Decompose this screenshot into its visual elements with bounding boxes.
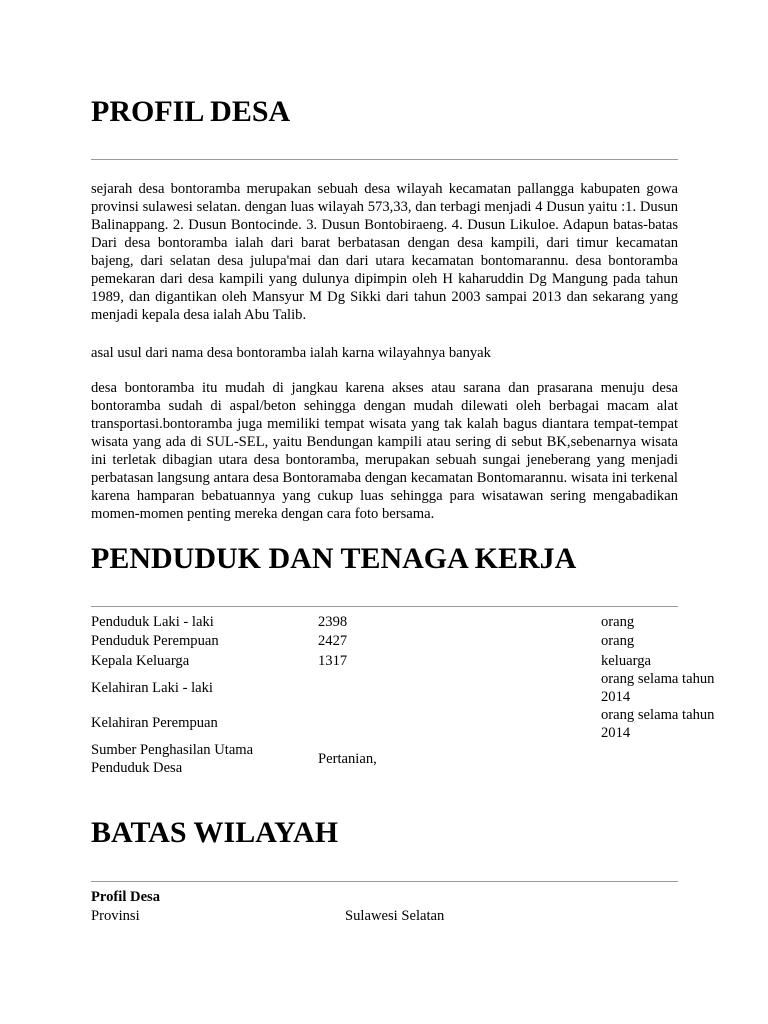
table-header: Profil Desa <box>91 889 161 905</box>
table-cell-label: Kepala Keluarga <box>91 653 190 669</box>
table-cell-label: Provinsi <box>91 908 140 924</box>
section-title-penduduk: PENDUDUK DAN TENAGA KERJA <box>91 542 577 575</box>
table-cell-label: Penduduk Perempuan <box>91 633 219 649</box>
paragraph-sejarah: sejarah desa bontoramba merupakan sebuah desa wilayah kecamatan pallangga kabupaten gowa provinsi sulawesi selatan. dengan luas wilayah 573,33, dan terbagi menjadi 4 Dusun yaitu :1. Dusun Balinappang. 2. Dusun Bontocinde. 3. Dusun Bontobiraeng. 4. Dusun Likuloe. Adapun batas-batas Dari desa bontoramba ialah dari barat berbatasan dengan desa kampili, dari timur kecamatan bajeng, dari selatan desa julupa'mai dan dari utara kecamatan bontomarannu. desa bontoramba pemekaran dari desa kampili yang dulunya dipimpin oleh H kaharuddin Dg Mangung pada tahun 1989, dan digantikan oleh Mansyur M Dg Sikki dari tahun 2003 sampai 2013 dan sekarang yang menjadi kepala desa ialah Abu Talib. <box>91 181 678 323</box>
table-cell-label: Penduduk Laki - laki <box>91 614 214 630</box>
table-cell-unit: orang <box>601 614 635 630</box>
paragraph-asal-usul: asal usul dari nama desa bontoramba ialah karna wilayahnya banyak <box>91 345 491 361</box>
table-cell-value: Sulawesi Selatan <box>345 908 445 924</box>
section-title-profil-desa: PROFIL DESA <box>91 95 291 128</box>
table-cell-unit: orang <box>601 633 635 649</box>
section-divider <box>91 606 678 607</box>
table-cell-unit: orang selama tahun 2014 <box>601 671 715 705</box>
section-divider <box>91 159 678 160</box>
paragraph-akses-wisata: desa bontoramba itu mudah di jangkau karena akses atau sarana dan prasarana menuju desa bontoramba sudah di aspal/beton sehingga dengan mudah dilewati oleh berbagai macam alat transportasi.bontoramba juga memiliki tempat wisata yang tak kalah bagus diantara tempat-tempat wisata yang ada di SUL-SEL, yaitu Bendungan kampili atau sering di sebut BK,sebenarnya wisata ini terletak dibagian utara desa bontoramba, merupakan sebuah sungai jeneberang yang menjadi perbatasan langsung antara desa Bontoramaba dengan kecamatan Bontomarannu. wisata ini terkenal karena hamparan bebatuannya yang cukup luas sehingga para wisatawan sering mengabadikan momen-momen penting mereka dengan cara foto bersama. <box>91 380 678 522</box>
section-title-batas-wilayah: BATAS WILAYAH <box>91 816 339 849</box>
table-cell-unit: orang selama tahun 2014 <box>601 707 715 741</box>
table-cell-value: 1317 <box>318 653 348 669</box>
table-cell-label: Kelahiran Perempuan <box>91 715 218 731</box>
table-cell-value: Pertanian, <box>318 751 377 767</box>
table-cell-unit: keluarga <box>601 653 651 669</box>
table-cell-value: 2398 <box>318 614 348 630</box>
table-cell-label: Kelahiran Laki - laki <box>91 680 213 696</box>
section-divider <box>91 881 678 882</box>
table-cell-label: Sumber Penghasilan Utama Penduduk Desa <box>91 742 254 776</box>
table-cell-value: 2427 <box>318 633 348 649</box>
